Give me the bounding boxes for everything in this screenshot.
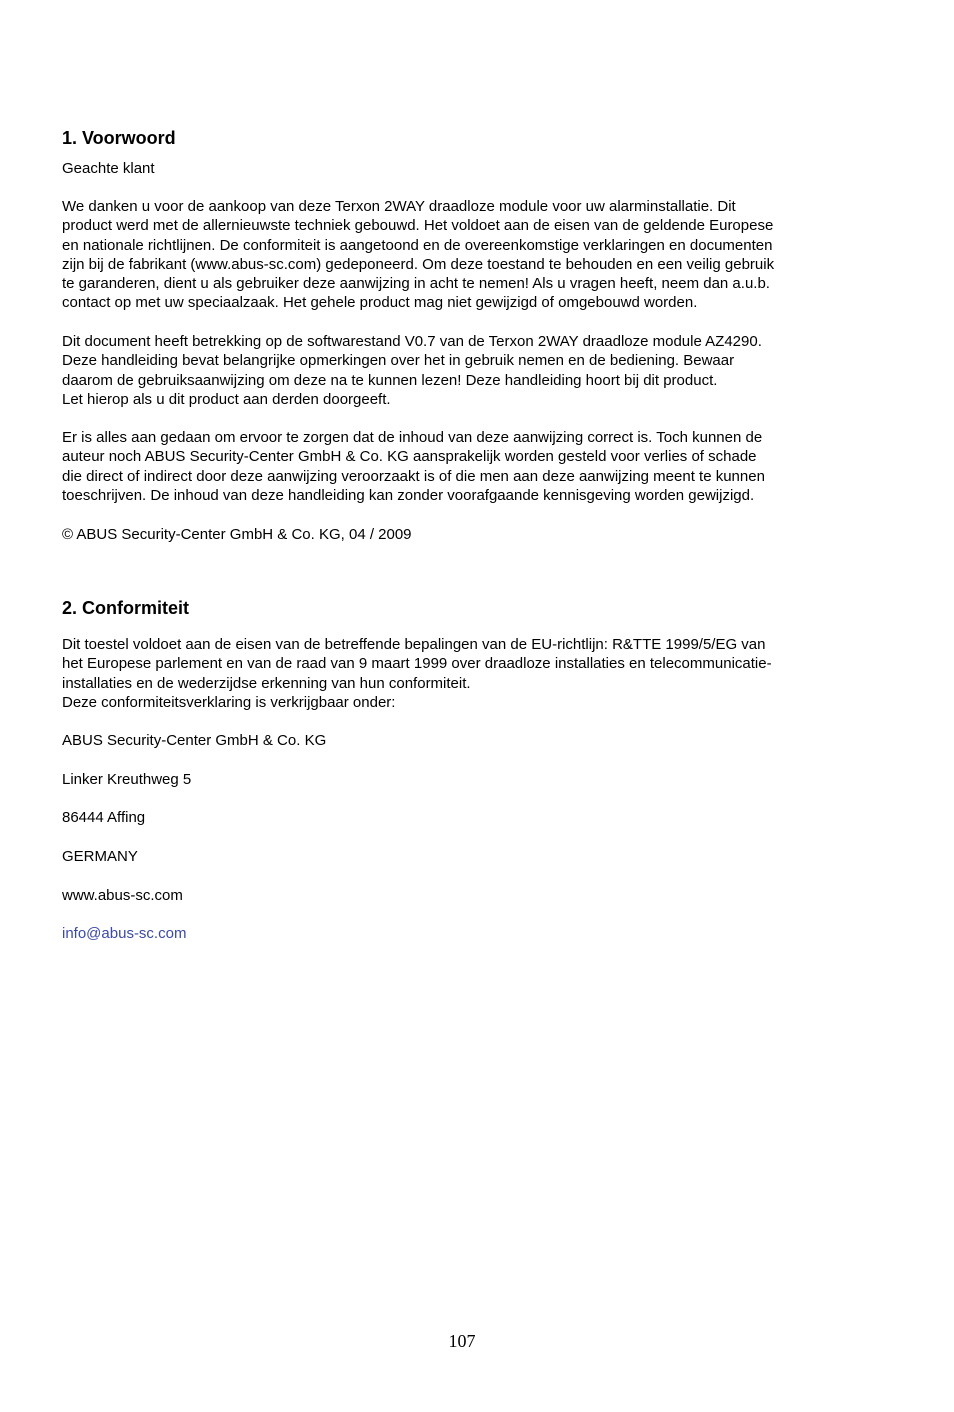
- section-heading-conformiteit: 2. Conformiteit: [62, 598, 190, 618]
- address-street: Linker Kreuthweg 5: [62, 770, 192, 788]
- paragraph-conformity: Dit toestel voldoet aan de eisen van de betreffende bepalingen van de EU-richtlijn: R&TTE 1999/5/EG van het Europese parlement en van de raad van 9 maart 1999 over draadloze installaties en telecommunicatie- installaties en de wederzijdse erkenning van hun conformiteit. Deze conformiteitsverklaring is verkrijgbaar onder:: [62, 636, 772, 711]
- address-website: www.abus-sc.com: [62, 886, 183, 904]
- page-number: 107: [448, 1331, 476, 1351]
- salutation: Geachte klant: [62, 160, 155, 177]
- address-company: ABUS Security-Center GmbH & Co. KG: [62, 732, 327, 750]
- address-city: 86444 Affing: [62, 809, 146, 827]
- paragraph-software-version: Dit document heeft betrekking op de softwarestand V0.7 van de Terxon 2WAY draadloze module AZ4290. Deze handleiding bevat belangrijke opmerkingen over het in gebruik nemen en de bediening. Bewaar daarom de gebruiksaanwijzing om deze na te kunnen lezen! Deze handleiding hoort bij dit product. Let hierop als u dit product aan derden doorgeeft.: [62, 333, 762, 408]
- email-link[interactable]: info@abus-sc.com: [62, 925, 187, 943]
- paragraph-disclaimer: Er is alles aan gedaan om ervoor te zorgen dat de inhoud van deze aanwijzing correct is. Toch kunnen de auteur noch ABUS Security-Center GmbH & Co. KG aansprakelijk worden gesteld voor verlies of schade die direct of indirect door deze aanwijzing veroorzaakt is of die men aan deze aanwijzing meent te kunnen toeschrijven. De inhoud van deze handleiding kan zonder voorafgaande kennisgeving worden gewijzigd.: [62, 429, 765, 504]
- address-country: GERMANY: [62, 848, 138, 866]
- paragraph-intro: We danken u voor de aankoop van deze Terxon 2WAY draadloze module voor uw alarminstallatie. Dit product werd met de allernieuwste techniek gebouwd. Het voldoet aan de eisen van de geldende Europese en nationale richtlijnen. De conformiteit is aangetoond en de overeenkomstige verklaringen en documenten zijn bij de fabrikant (www.abus-sc.com) gedeponeerd. Om deze toestand te behouden en een veilig gebruik te garanderen, dient u als gebruiker deze aanwijzing in acht te nemen! Als u vragen heeft, neem dan a.u.b. contact op met uw speciaalzaak. Het gehele product mag niet gewijzigd of omgebouwd worden.: [62, 198, 775, 312]
- section-heading-voorwoord: 1. Voorwoord: [62, 128, 176, 148]
- copyright-notice: © ABUS Security-Center GmbH & Co. KG, 04 / 2009: [62, 526, 412, 543]
- address-block: [62, 712, 872, 963]
